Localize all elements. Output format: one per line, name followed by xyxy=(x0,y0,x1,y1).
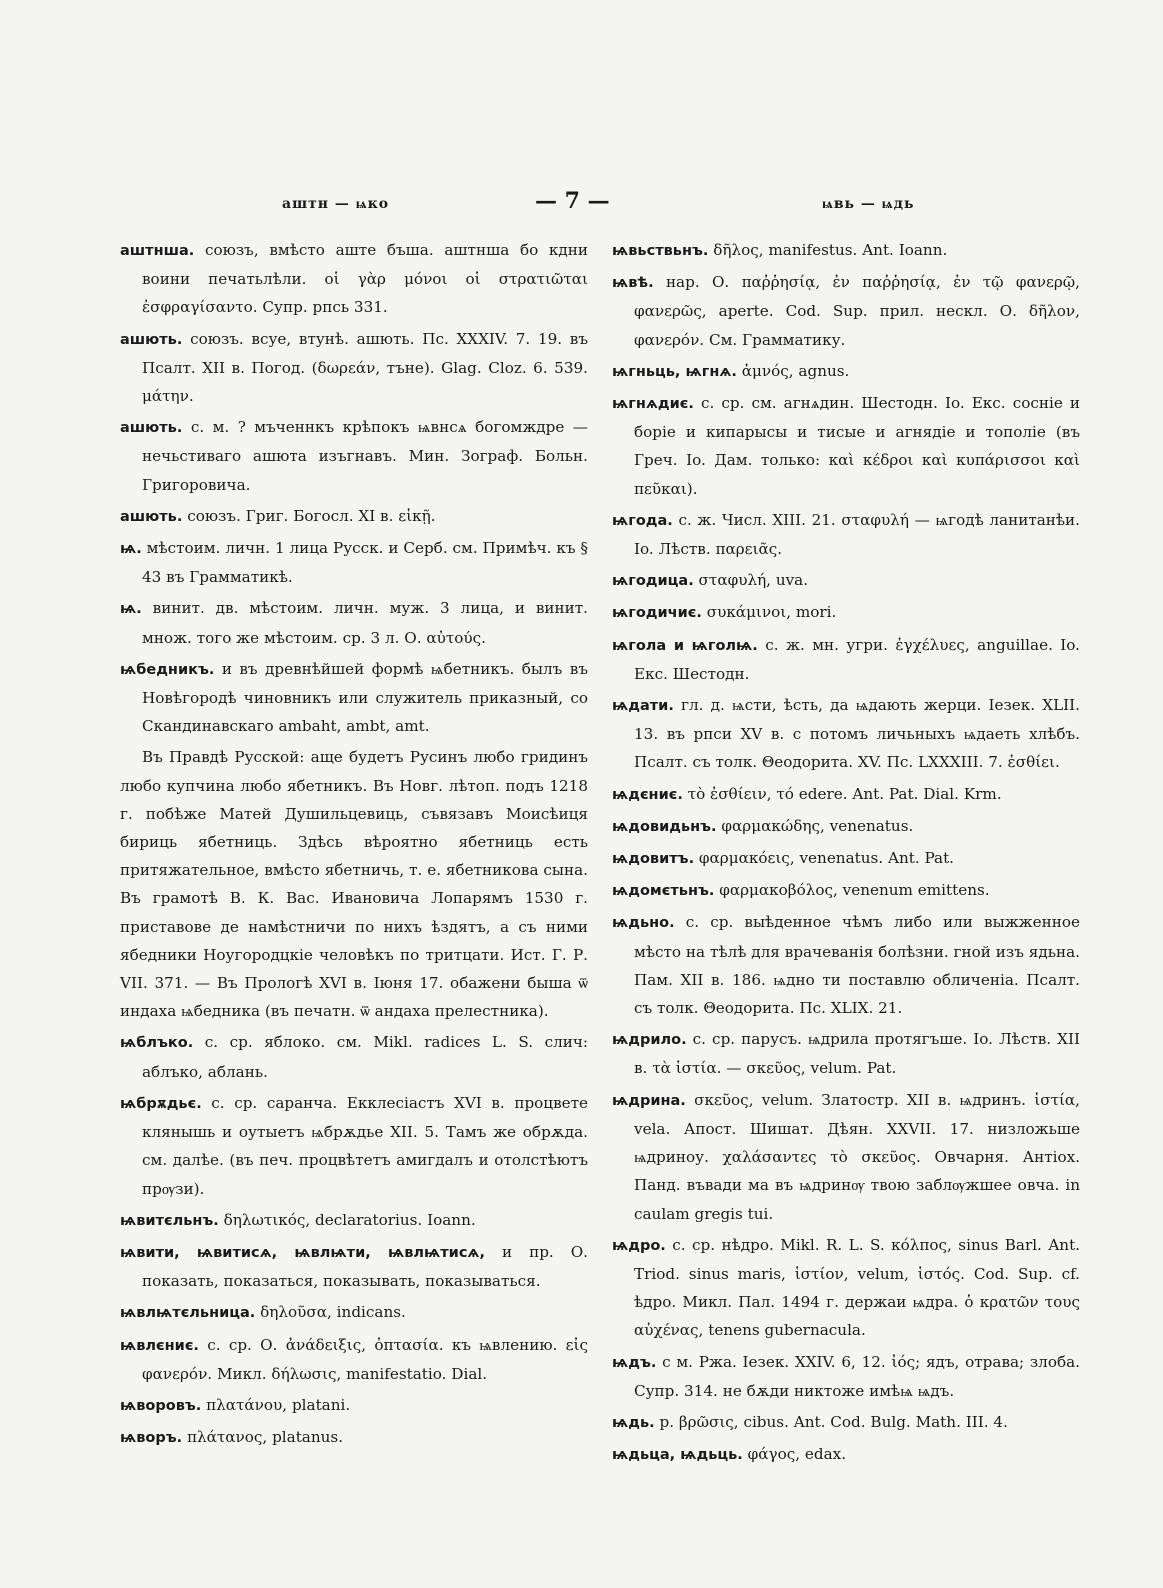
dictionary-entry xyxy=(612,812,1080,841)
entry-text: с. ж. Числ. XIII. 21. σταφυλή — ѩгодѣ ланитанѣи. Io. Лѣств. παρειᾶς. xyxy=(634,510,1081,559)
running-head xyxy=(0,188,1163,228)
entry-headword: ѩдьца, ѩдьць. xyxy=(612,1447,743,1464)
entry-headword: ѩвьствьнъ. xyxy=(612,243,709,259)
dictionary-entry xyxy=(120,594,588,651)
entry-headword: ѩдомєтьнъ. xyxy=(612,883,715,900)
entry-text: с. ср. О. ἀνάδειξις, ὀπτασία. къ ѩвлению. εἰς φανερόν. Микл. δήλωσις, manifestatio. Dial. xyxy=(142,1335,588,1383)
dictionary-entry xyxy=(120,1028,588,1085)
dictionary-entry xyxy=(120,1391,588,1420)
entry-headword: ѩдовидьнъ. xyxy=(612,818,717,835)
dictionary-entry xyxy=(120,502,588,531)
dictionary-entry xyxy=(612,876,1080,905)
dictionary-entry xyxy=(612,598,1080,627)
entry-headword: ѩдрило. xyxy=(612,1032,687,1049)
dictionary-entry xyxy=(120,325,588,411)
entry-headword: ѩдрина. xyxy=(612,1092,686,1109)
entry-text: с. ср. саранча. Екклесiастъ XVI в. процвете клянышь и оутыетъ ѩбрѫдье XII. 5. Тамъ же обрѫда. см. далѣе. (въ печ. процвѣтетъ амигдалъ и отолстѣютъ прѹзи). xyxy=(142,1093,589,1198)
entry-headword: ѩвѣ. xyxy=(612,275,654,292)
dictionary-entry xyxy=(612,631,1080,688)
entry-headword: ѩгодичиє. xyxy=(612,605,702,622)
entry-text: σταφυλή, uva. xyxy=(698,571,809,590)
entry-text: τὸ ἐσθίειν, τό edere. Ant. Pat. Dial. Krm. xyxy=(687,784,1002,803)
entry-text: винит. дв. мѣстоим. личн. муж. 3 лица, и винит. множ. того же мѣстоим. ср. 3 л. О. αὐτούς. xyxy=(142,599,589,647)
page-number: — 7 — xyxy=(535,188,610,214)
dictionary-entry xyxy=(120,1298,588,1327)
entry-text: δῆλος, manifestus. Ant. Ioann. xyxy=(713,241,948,259)
entry-text: συκάμινοι, mori. xyxy=(706,603,837,622)
dictionary-entry xyxy=(612,1086,1080,1228)
dictionary-entry xyxy=(612,1408,1080,1437)
entry-headword: аштнша. xyxy=(120,243,195,259)
dictionary-entry xyxy=(120,1238,588,1295)
entry-headword: ѩвитєльнъ. xyxy=(120,1212,219,1229)
dictionary-entry xyxy=(120,413,588,499)
dictionary-entry xyxy=(120,1206,588,1235)
dictionary-entry xyxy=(612,389,1080,503)
dictionary-entry xyxy=(612,780,1080,809)
entry-text: φαρμακόεις, venenatus. Ant. Pat. xyxy=(698,849,955,868)
entry-text: δηλωτικός, declaratorius. Ioann. xyxy=(223,1210,476,1229)
left-column xyxy=(120,236,588,1455)
dictionary-entry xyxy=(120,1331,588,1388)
entry-headword: ѩгньць, ѩгнѧ. xyxy=(612,363,737,380)
dictionary-entry xyxy=(120,534,588,591)
entry-headword: ѩвити, ѩвитисѧ, ѩвлѩти, ѩвлѩтисѧ, xyxy=(120,1244,485,1261)
entry-headword: ѩдати. xyxy=(612,698,674,715)
entry-headword: ѩворовъ. xyxy=(120,1397,202,1414)
dictionary-entry xyxy=(612,506,1080,563)
entry-text: нар. О. παῤῥησίᾳ, ἐν παῤῥησίᾳ, ἐν τῷ φανερῷ, φανερῶς, aperte. Cod. Sup. прил. нескл. О. δῆλον, φανερόν. См. Грамматику. xyxy=(634,273,1080,349)
entry-headword: ѩвлѩтєльница. xyxy=(120,1305,256,1322)
entry-text: Въ Правдѣ Русской: аще будетъ Русинъ любо гридинъ любо купчина любо ябетникъ. Въ Новг. лѣтоп. подъ 1218 г. побѣже Матей Душильцевиць, съвязавъ Моисѣиця бириць ябетниць. Здѣсь вѣроятно ябетниць есть притяжательное, вмѣсто ябетничь, т. е. ябетникова сына. Въ грамотѣ В. К. Вас. Ивановича Лопарямъ 1530 г. приставове де намѣстничи по нихъ ѣздятъ, а съ ними ябедники Ноугородцкiе человѣкъ по тритцати. Ист. Г. Р. VII. 371. — Въ Прологѣ XVI в. Iюня 17. обажени быша ѿ индаха ѩбедника (въ печатн. ѿ андаха прелестника). xyxy=(120,748,588,1021)
entry-text: союзъ, вмѣсто аште бъша. аштнша бо кдни воини печатьлѣли. οἱ γὰρ μόνοι οἱ στρατιῶται ἐσφραγίσαντο. Супр. рпсь 331. xyxy=(142,241,589,317)
entry-text: ἀμνός, agnus. xyxy=(741,361,850,380)
entry-text: σκεῦος, velum. Златостр. XII в. ѩдринъ. ἱστία, vela. Апост. Шишат. Дѣян. XXVII. 17. низложьше ѩдриноу. χαλάσαντες τὸ σκεῦος. Овчарня. Антiох. Панд. въвади ма въ ѩдринѹ твою заблѹжшее овча. in caulam gregis tui. xyxy=(634,1090,1081,1223)
entry-text: с. ср. яблоко. см. Mikl. radices L. S. слич: аблъко, аблань. xyxy=(142,1033,589,1081)
right-guide-word: ѩвь — ѩдь xyxy=(822,196,915,212)
entry-headword: ѩгнѧдиє. xyxy=(612,396,694,413)
entry-text: πλάτανος, platanus. xyxy=(187,1428,344,1447)
entry-text: и въ древнѣйшей формѣ ѩбетникъ. былъ въ Новѣгородѣ чиновникъ или служитель приказный, со Скандинавскаго ambaht, ambt, amt. xyxy=(142,659,588,736)
dictionary-entry xyxy=(612,844,1080,873)
dictionary-entry xyxy=(612,236,1080,265)
entry-text: φαρμακώδης, venenatus. xyxy=(721,816,914,835)
entry-text: с. ср. парусъ. ѩдрила протягъше. Io. Лѣств. XII в. τὰ ἱστία. — σκεῦος, velum. Pat. xyxy=(634,1030,1080,1078)
dictionary-entry xyxy=(612,268,1080,354)
dictionary-entry xyxy=(612,1231,1080,1345)
text-columns xyxy=(120,236,1081,1464)
dictionary-entry xyxy=(612,908,1080,1022)
right-column xyxy=(612,236,1080,1472)
entry-text: р. βρῶσις, cibus. Ant. Cod. Bulg. Math. III. 4. xyxy=(659,1412,1008,1431)
left-guide-word: аштн — ѩко xyxy=(282,196,390,212)
entry-headword: ѩворъ. xyxy=(120,1430,183,1447)
dictionary-entry xyxy=(120,743,588,1025)
dictionary-entry xyxy=(612,566,1080,595)
entry-text: и пр. О. показать, показаться, показывать, показываться. xyxy=(142,1242,589,1291)
entry-headword: ѩдьно. xyxy=(612,915,675,932)
dictionary-entry xyxy=(612,1025,1080,1082)
dictionary-entry xyxy=(120,1089,588,1203)
entry-headword: ѩбедникъ. xyxy=(120,661,215,678)
entry-text: πλατάνου, platani. xyxy=(206,1395,351,1414)
entry-text: союзъ. Григ. Богосл. XI в. εἰκῇ. xyxy=(187,506,436,525)
entry-headword: ѩгода. xyxy=(612,512,673,529)
entry-text: с. ср. нѣдро. Mikl. R. L. S. κόλπος, sinus Barl. Ant. Triod. sinus maris, ἱστίον, velum, ἱστός. Cod. Sup. cf. ѣдро. Микл. Пал. 1494 г. держаи ѩдра. ὁ κρατῶν τους αὐχένας, tenens gubernacula. xyxy=(634,1235,1080,1340)
entry-headword: ѩ. xyxy=(120,541,142,558)
entry-text: φαρμακοβόλος, venenum emittens. xyxy=(719,881,990,900)
entry-headword: ѩгодица. xyxy=(612,573,694,590)
entry-text: с. ж. мн. угри. ἐγχέλυες, anguillae. Io. Екс. Шестодн. xyxy=(634,635,1081,683)
dictionary-entry xyxy=(612,357,1080,386)
entry-text: с. ср. выѣденное чѣмъ либо или выжженное мѣсто на тѣлѣ для врачеванiя болѣзни. гной изъ ядьна. Пам. XII в. 186. ѩдно ти поставлю обличенiа. Псалт. съ толк. Θеодорита. Пс. XLIX. 21. xyxy=(634,913,1080,1018)
entry-text: φάγος, edax. xyxy=(747,1445,847,1464)
entry-text: гл. д. ѩсти, ѣсть, да ѩдають жерци. Iезек. XLII. 13. въ рпси XV в. с потомъ личьныхъ ѩдаеть хлѣбъ. Псалт. съ толк. Θеодорита. XV. Пс. LXXXIII. 7. ἐσθίει. xyxy=(634,696,1080,772)
entry-text: δηλοῦσα, indicans. xyxy=(260,1303,406,1322)
entry-headword: ѩдєниє. xyxy=(612,786,683,803)
entry-headword: ашють. xyxy=(120,331,183,348)
entry-headword: ѩдовитъ. xyxy=(612,851,695,868)
dictionary-entry xyxy=(120,236,588,322)
entry-headword: ѩдъ. xyxy=(612,1354,657,1371)
dictionary-entry xyxy=(612,691,1080,777)
entry-text: союзъ. всуе, втунѣ. ашють. Пс. XXXIV. 7. 19. въ Псалт. XII в. Погод. (δωρεάν, тъне). Glag. Cloz. 6. 539. μάτην. xyxy=(142,329,588,406)
entry-headword: ашють. xyxy=(120,508,183,525)
entry-headword: ѩблъко. xyxy=(120,1035,194,1052)
entry-text: с. м. ? мъченнкъ крѣпокъ ѩвнсѧ богомждре — нечьстиваго ашюта изъгнавъ. Мин. Зограф. Больн. Григоровича. xyxy=(142,418,588,494)
entry-headword: ѩ. xyxy=(120,601,142,618)
entry-headword: ѩвлєниє. xyxy=(120,1337,199,1354)
entry-text: с. ср. см. агнѧдин. Шестодн. Io. Екс. соснiе и борiе и кипарысы и тисые и агнядiе и тополiе (въ Греч. Io. Дам. только: καὶ κέδροι καὶ κυπάρισσοι καὶ πεῦκαι). xyxy=(634,394,1080,498)
entry-headword: ѩдро. xyxy=(612,1237,666,1254)
dictionary-entry xyxy=(612,1440,1080,1469)
entry-text: мѣстоим. личн. 1 лица Русск. и Серб. см. Примѣч. къ § 43 въ Грамматикѣ. xyxy=(142,539,588,587)
entry-headword: ѩдь. xyxy=(612,1414,655,1431)
dictionary-entry xyxy=(612,1348,1080,1405)
entry-headword: ѩбрѫдьє. xyxy=(120,1095,202,1112)
entry-text: с м. Ржа. Iезек. XXIV. 6, 12. ἰός; ядъ, отрава; злоба. Супр. 314. не бѫди никтоже имѣѩ ѩдъ. xyxy=(634,1352,1081,1400)
dictionary-entry xyxy=(120,655,588,741)
entry-headword: ашють. xyxy=(120,420,183,437)
dictionary-entry xyxy=(120,1423,588,1452)
entry-headword: ѩгола и ѩголѩ. xyxy=(612,637,758,654)
